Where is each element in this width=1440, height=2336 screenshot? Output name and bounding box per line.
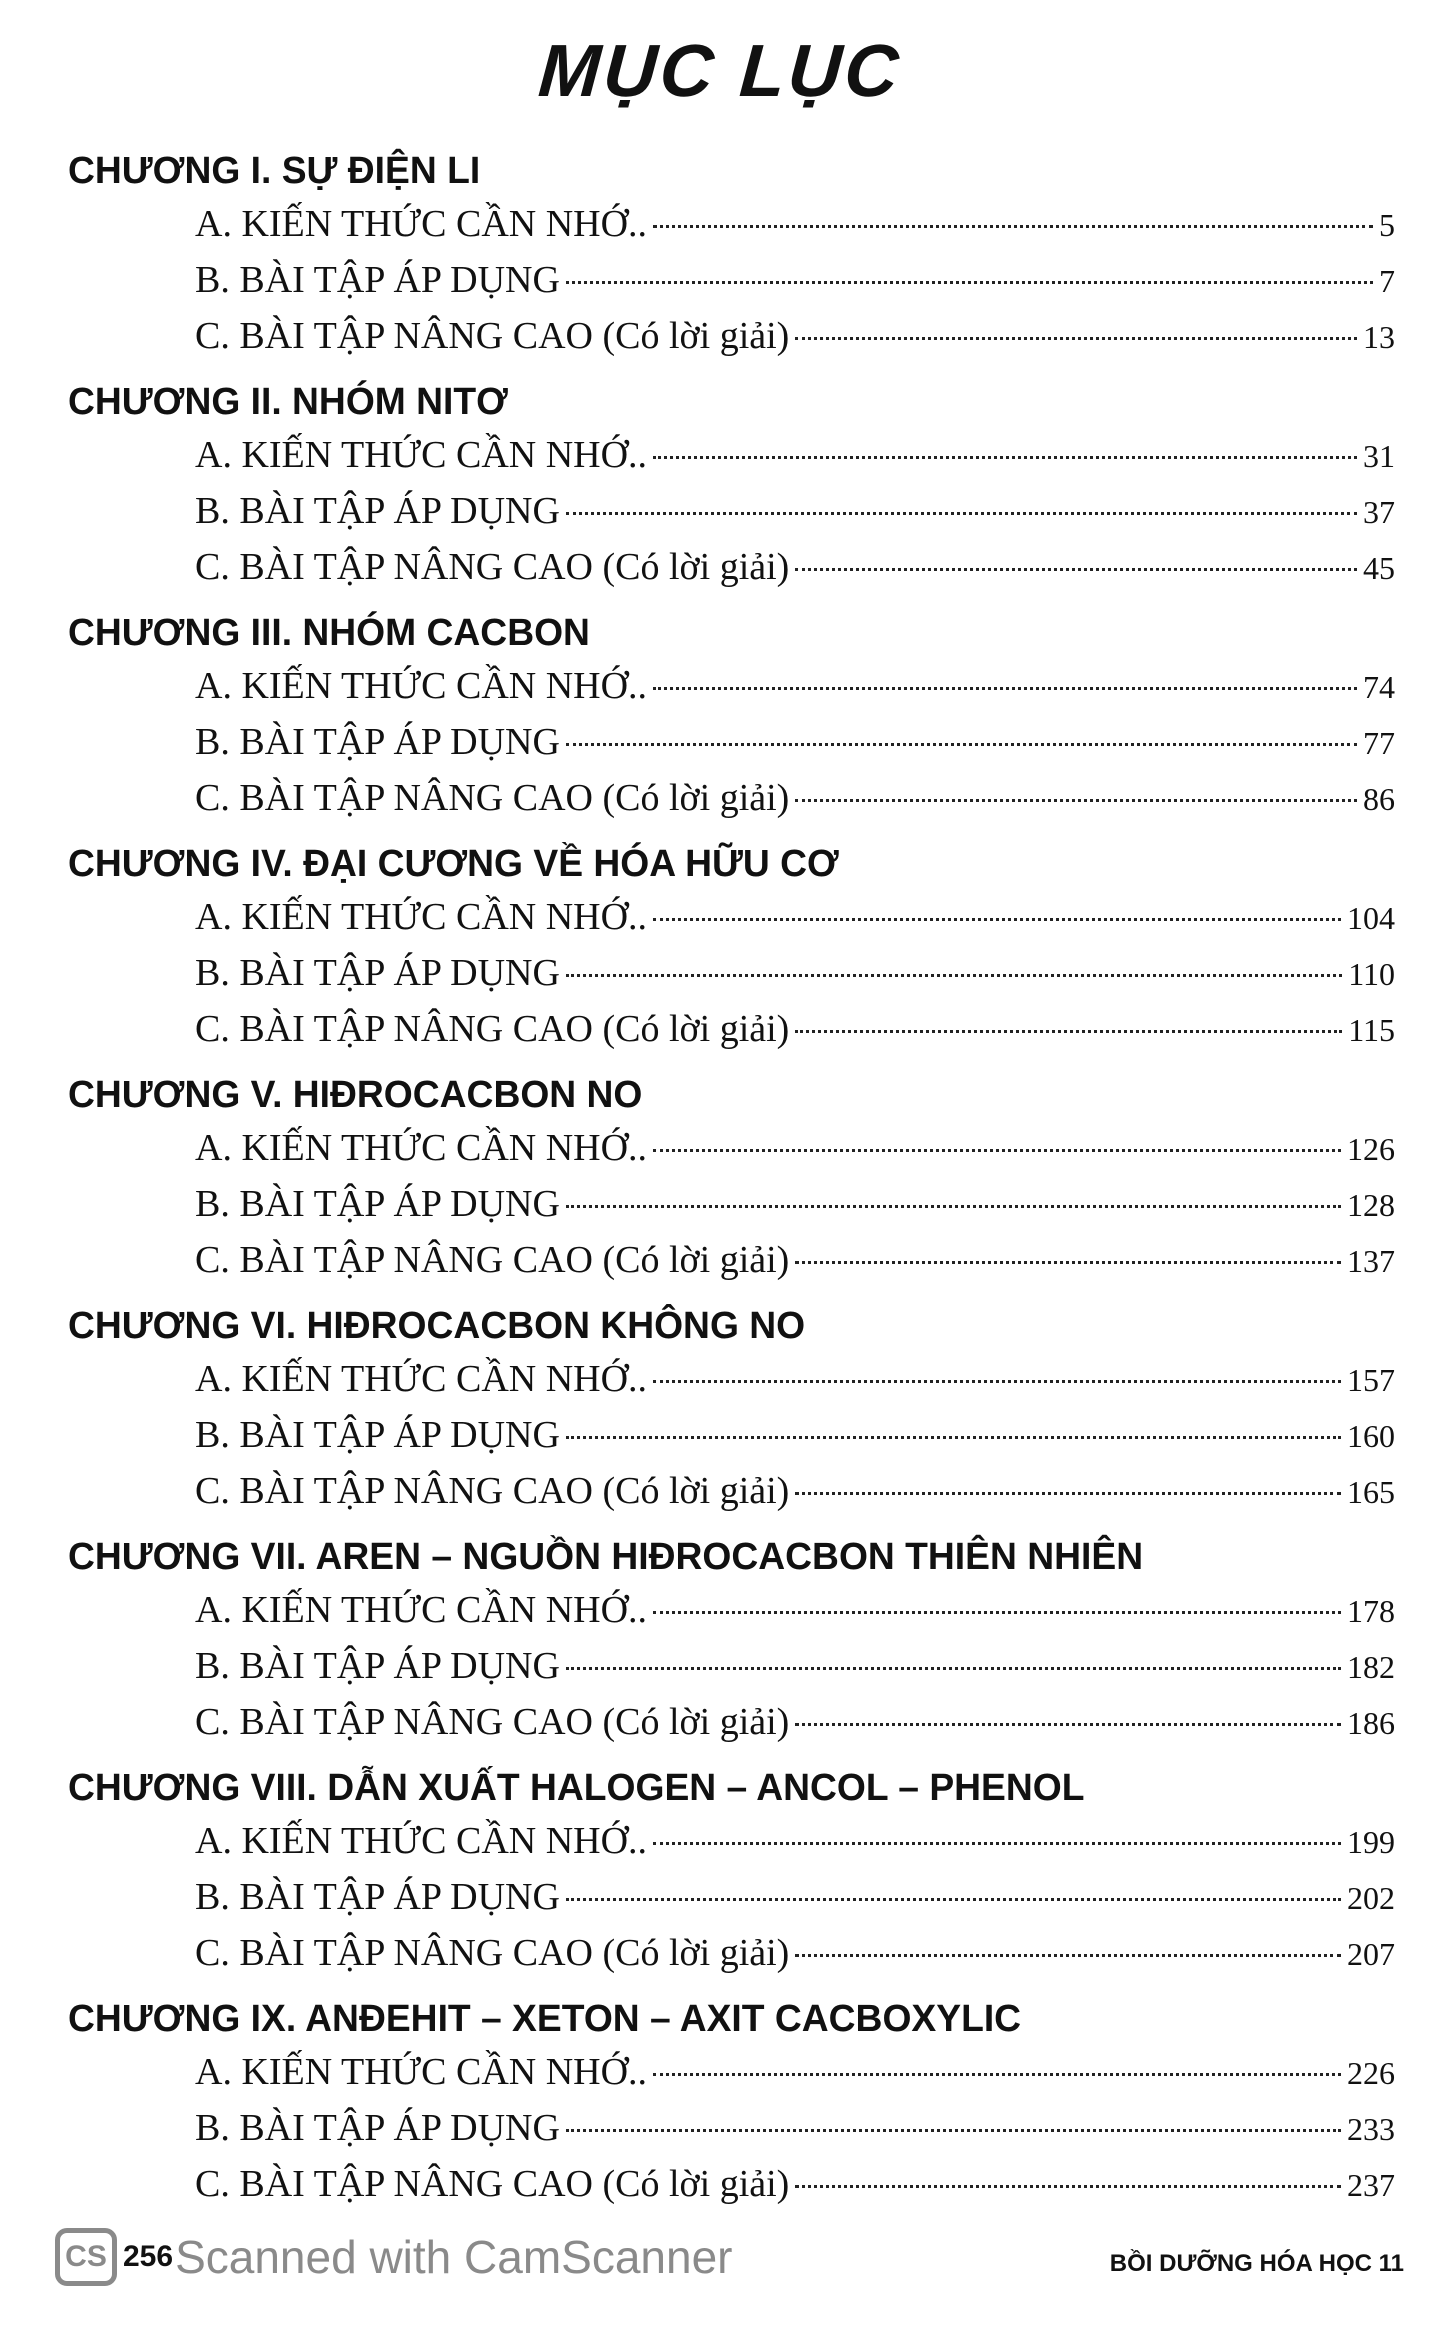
dot-leader [653, 687, 1357, 690]
toc-entry [195, 1357, 1395, 1407]
dot-leader [795, 1954, 1341, 1957]
toc-entry [195, 545, 1395, 595]
toc-entry [195, 258, 1395, 308]
dot-leader [653, 225, 1373, 228]
toc-entry [195, 2106, 1395, 2156]
toc-entry [195, 1413, 1395, 1463]
book-title: BỒI DƯỠNG HÓA HỌC 11 [1109, 2250, 1404, 2277]
toc-entry-label: B. BÀI TẬP ÁP DỤNG [195, 1414, 560, 1456]
toc-entry-label: A. KIẾN THỨC CẦN NHỚ.. [195, 434, 648, 476]
toc-entry-page: 137 [1347, 1243, 1395, 1279]
toc-entry-label: C. BÀI TẬP NÂNG CAO (Có lời giải) [195, 2163, 790, 2205]
chapter-section [0, 843, 1440, 1074]
toc-entry [195, 1469, 1395, 1519]
toc-entry-label: B. BÀI TẬP ÁP DỤNG [195, 490, 560, 532]
toc-entry-page: 86 [1363, 781, 1395, 817]
chapter-heading: CHƯƠNG V. HIĐROCACBON NO [68, 1074, 643, 1116]
dot-leader [795, 568, 1357, 571]
table-of-contents [0, 150, 1440, 2229]
toc-entry-page: 182 [1347, 1649, 1395, 1685]
toc-entry [195, 895, 1395, 945]
chapter-section [0, 1074, 1440, 1305]
toc-entry [195, 1875, 1395, 1925]
toc-entry-page: 207 [1347, 1936, 1395, 1972]
dot-leader [795, 1492, 1341, 1495]
toc-entry-page: 165 [1347, 1474, 1395, 1510]
chapter-heading: CHƯƠNG IX. ANĐEHIT – XETON – AXIT CACBOXYLIC [68, 1998, 1022, 2040]
toc-entry [195, 433, 1395, 483]
footer-watermark [55, 2228, 732, 2286]
toc-entry-label: B. BÀI TẬP ÁP DỤNG [195, 1645, 560, 1687]
page-number: 256 [123, 2240, 174, 2273]
toc-entry [195, 1588, 1395, 1638]
toc-entry-page: 178 [1347, 1593, 1395, 1629]
chapter-section [0, 1767, 1440, 1998]
dot-leader [653, 1380, 1341, 1383]
chapter-section [0, 150, 1440, 381]
toc-entry-page: 77 [1363, 725, 1395, 761]
chapter-heading: CHƯƠNG III. NHÓM CACBON [68, 612, 590, 654]
dot-leader [795, 337, 1357, 340]
toc-entry-label: B. BÀI TẬP ÁP DỤNG [195, 1183, 560, 1225]
toc-entry-page: 160 [1347, 1418, 1395, 1454]
toc-entry [195, 489, 1395, 539]
toc-entry [195, 776, 1395, 826]
toc-entry-label: C. BÀI TẬP NÂNG CAO (Có lời giải) [195, 777, 790, 819]
toc-entry-page: 237 [1347, 2167, 1395, 2203]
chapter-section [0, 1998, 1440, 2229]
toc-entry [195, 2050, 1395, 2100]
dot-leader [653, 918, 1341, 921]
toc-entry-label: A. KIẾN THỨC CẦN NHỚ.. [195, 1820, 648, 1862]
dot-leader [653, 1611, 1341, 1614]
chapter-heading: CHƯƠNG VII. AREN – NGUỒN HIĐROCACBON THIÊN NHIÊN [68, 1536, 1144, 1578]
toc-entry-label: C. BÀI TẬP NÂNG CAO (Có lời giải) [195, 546, 790, 588]
dot-leader [795, 1723, 1341, 1726]
dot-leader [566, 1205, 1341, 1208]
toc-entry-page: 31 [1363, 438, 1395, 474]
toc-entry-label: A. KIẾN THỨC CẦN NHỚ.. [195, 1127, 648, 1169]
dot-leader [653, 2073, 1341, 2076]
dot-leader [795, 799, 1357, 802]
toc-entry-label: A. KIẾN THỨC CẦN NHỚ.. [195, 1589, 648, 1631]
dot-leader [566, 281, 1373, 284]
toc-entry [195, 951, 1395, 1001]
dot-leader [566, 1667, 1341, 1670]
toc-entry-page: 110 [1348, 956, 1395, 992]
chapter-heading: CHƯƠNG IV. ĐẠI CƯƠNG VỀ HÓA HỮU CƠ [68, 843, 839, 885]
toc-entry-label: A. KIẾN THỨC CẦN NHỚ.. [195, 896, 648, 938]
toc-entry [195, 202, 1395, 252]
dot-leader [795, 2185, 1341, 2188]
toc-entry-page: 7 [1379, 263, 1395, 299]
chapter-section [0, 612, 1440, 843]
toc-entry-label: B. BÀI TẬP ÁP DỤNG [195, 952, 560, 994]
toc-entry-page: 233 [1347, 2111, 1395, 2147]
toc-entry-label: C. BÀI TẬP NÂNG CAO (Có lời giải) [195, 1932, 790, 1974]
toc-entry-page: 74 [1363, 669, 1395, 705]
toc-entry-page: 226 [1347, 2055, 1395, 2091]
toc-entry-page: 104 [1347, 900, 1395, 936]
toc-entry [195, 1182, 1395, 1232]
toc-entry-label: A. KIẾN THỨC CẦN NHỚ.. [195, 665, 648, 707]
dot-leader [653, 456, 1357, 459]
toc-entry [195, 1126, 1395, 1176]
watermark-text: Scanned with CamScanner [175, 2231, 733, 2283]
toc-entry [195, 1931, 1395, 1981]
dot-leader [566, 974, 1342, 977]
toc-entry [195, 1700, 1395, 1750]
toc-entry-page: 128 [1347, 1187, 1395, 1223]
dot-leader [566, 1436, 1341, 1439]
dot-leader [566, 743, 1357, 746]
toc-entry-page: 45 [1363, 550, 1395, 586]
toc-entry-page: 13 [1363, 319, 1395, 355]
toc-entry [195, 1819, 1395, 1869]
toc-entry-label: B. BÀI TẬP ÁP DỤNG [195, 259, 560, 301]
toc-entry-label: C. BÀI TẬP NÂNG CAO (Có lời giải) [195, 1239, 790, 1281]
camscanner-logo: CS [55, 2228, 117, 2286]
toc-entry-page: 199 [1347, 1824, 1395, 1860]
toc-entry-page: 126 [1347, 1131, 1395, 1167]
chapter-section [0, 1305, 1440, 1536]
dot-leader [653, 1842, 1341, 1845]
toc-entry-page: 37 [1363, 494, 1395, 530]
dot-leader [566, 512, 1357, 515]
page-title: MỤC LỤC [536, 29, 904, 112]
dot-leader [566, 1898, 1341, 1901]
toc-entry-page: 202 [1347, 1880, 1395, 1916]
toc-entry [195, 664, 1395, 714]
toc-entry-label: C. BÀI TẬP NÂNG CAO (Có lời giải) [195, 1470, 790, 1512]
chapter-heading: CHƯƠNG VI. HIĐROCACBON KHÔNG NO [68, 1305, 806, 1347]
dot-leader [653, 1149, 1341, 1152]
toc-entry-label: A. KIẾN THỨC CẦN NHỚ.. [195, 1358, 648, 1400]
toc-entry-page: 157 [1347, 1362, 1395, 1398]
toc-entry-label: A. KIẾN THỨC CẦN NHỚ.. [195, 203, 648, 245]
chapter-heading: CHƯƠNG I. SỰ ĐIỆN LI [68, 150, 481, 192]
toc-entry-label: A. KIẾN THỨC CẦN NHỚ.. [195, 2051, 648, 2093]
chapter-heading: CHƯƠNG II. NHÓM NITƠ [68, 381, 508, 423]
toc-entry-page: 115 [1348, 1012, 1395, 1048]
toc-entry [195, 314, 1395, 364]
chapter-section [0, 1536, 1440, 1767]
toc-entry [195, 1007, 1395, 1057]
toc-entry [195, 1644, 1395, 1694]
toc-entry-page: 5 [1379, 207, 1395, 243]
chapter-section [0, 381, 1440, 612]
dot-leader [566, 2129, 1341, 2132]
toc-entry [195, 2162, 1395, 2212]
dot-leader [795, 1030, 1342, 1033]
toc-entry-label: B. BÀI TẬP ÁP DỤNG [195, 2107, 560, 2149]
toc-entry [195, 1238, 1395, 1288]
chapter-heading: CHƯƠNG VIII. DẪN XUẤT HALOGEN – ANCOL – PHENOL [68, 1767, 1085, 1809]
toc-entry-label: B. BÀI TẬP ÁP DỤNG [195, 721, 560, 763]
toc-entry-label: C. BÀI TẬP NÂNG CAO (Có lời giải) [195, 1701, 790, 1743]
toc-entry-label: C. BÀI TẬP NÂNG CAO (Có lời giải) [195, 1008, 790, 1050]
toc-entry-label: C. BÀI TẬP NÂNG CAO (Có lời giải) [195, 315, 790, 357]
toc-entry-label: B. BÀI TẬP ÁP DỤNG [195, 1876, 560, 1918]
dot-leader [795, 1261, 1341, 1264]
toc-entry [195, 720, 1395, 770]
toc-entry-page: 186 [1347, 1705, 1395, 1741]
